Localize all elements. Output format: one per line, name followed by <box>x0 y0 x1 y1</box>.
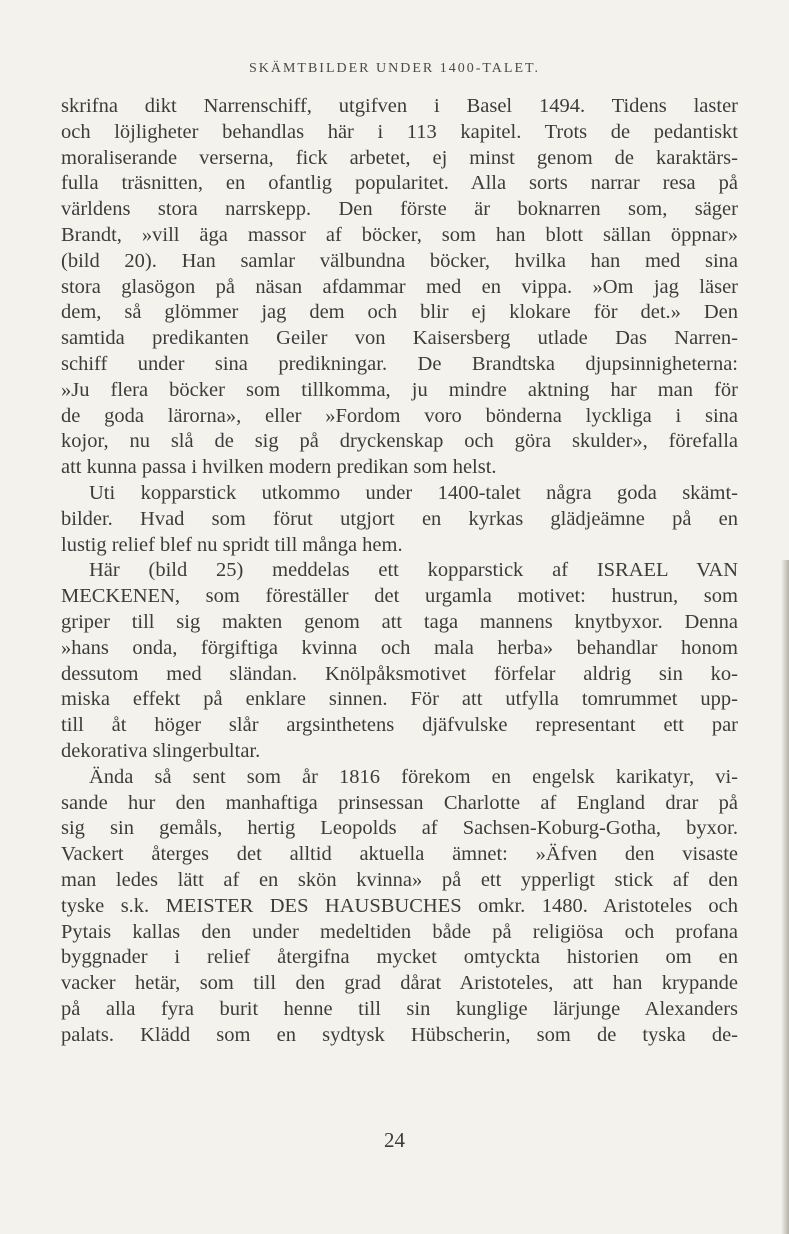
text-line: stora glasögon på näsan afdammar med en vippa. »Om jag läser <box>61 275 738 298</box>
text-line: Vackert återges det alltid aktuella ämnet: »Äfven den visaste <box>61 843 738 866</box>
text-line: till åt höger slår argsinthetens djäfvulske representant ett par <box>61 714 738 737</box>
text-line: moraliserande verserna, fick arbetet, ej minst genom de karaktärs- <box>61 146 738 169</box>
text-line: man ledes lätt af en skön kvinna» på ett ypperligt stick af den <box>61 868 738 891</box>
text-line: dekorativa slingerbultar. <box>61 739 261 762</box>
text-line: Uti kopparstick utkommo under 1400-talet några goda skämt- <box>89 481 738 504</box>
text-line: (bild 20). Han samlar välbundna böcker, hvilka han med sina <box>61 249 738 272</box>
text-line: palats. Klädd som en sydtysk Hübscherin, som de tyska de- <box>61 1023 738 1046</box>
text-line: samtida predikanten Geiler von Kaisersberg utlade Das Narren- <box>61 327 738 350</box>
text-line: griper till sig makten genom att taga mannens knytbyxor. Denna <box>61 610 738 633</box>
text-line: bilder. Hvad som förut utgjort en kyrkas glädjeämne på en <box>61 507 738 530</box>
running-head: SKÄMTBILDER UNDER 1400-TALET. <box>248 61 541 76</box>
text-line: Brandt, »vill äga massor af böcker, som han blott sällan öppnar» <box>61 223 738 246</box>
text-line: på alla fyra burit henne till sin kunglige lärjunge Alexanders <box>61 997 738 1020</box>
text-line: Pytais kallas den under medeltiden både på religiösa och profana <box>61 920 738 943</box>
page-number: 24 <box>384 1128 405 1152</box>
text-line: Här (bild 25) meddelas ett kopparstick af ISRAEL VAN <box>89 559 738 582</box>
text-line: dem, så glömmer jag dem och blir ej klokare för det.» Den <box>61 301 738 324</box>
text-line: byggnader i relief återgifna mycket omtyckta historien om en <box>61 946 738 969</box>
page-edge-shadow <box>781 560 789 1234</box>
text-line: skrifna dikt Narrenschiff, utgifven i Basel 1494. Tidens laster <box>61 95 738 117</box>
text-line: dessutom med sländan. Knölpåksmotivet förfelar aldrig sin ko- <box>61 662 738 685</box>
text-line: »hans onda, förgiftiga kvinna och mala herba» behandlar honom <box>61 636 738 659</box>
text-line: MECKENEN, som föreställer det urgamla motivet: hustrun, som <box>61 585 738 608</box>
text-line: världens stora narrskepp. Den förste är boknarren som, säger <box>61 198 738 221</box>
text-line: »Ju flera böcker som tillkomma, ju mindre aktning har man för <box>61 378 738 401</box>
text-line: sande hur den manhaftiga prinsessan Charlotte af England drar på <box>61 791 738 814</box>
text-line: de goda lärorna», eller »Fordom voro bönderna lyckliga i sina <box>61 404 738 427</box>
text-line: att kunna passa i hvilken modern predikan som helst. <box>61 456 497 479</box>
text-line: sig sin gemåls, hertig Leopolds af Sachsen-Koburg-Gotha, byxor. <box>61 817 738 840</box>
text-line: och löjligheter behandlas här i 113 kapitel. Trots de pedantiskt <box>61 120 738 143</box>
text-line: Ända så sent som år 1816 förekom en engelsk karikatyr, vi- <box>89 765 738 788</box>
text-line: miska effekt på enklare sinnen. För att utfylla tomrummet upp- <box>61 688 738 711</box>
text-line: kojor, nu slå de sig på dryckenskap och göra skulder», förefalla <box>61 430 738 453</box>
text-line: tyske s.k. MEISTER DES HAUSBUCHES omkr. 1480. Aristoteles och <box>61 894 738 917</box>
text-line: schiff under sina predikningar. De Brandtska djupsinnigheterna: <box>61 352 738 375</box>
text-line: lustig relief blef nu spridt till många hem. <box>61 533 403 556</box>
text-line: fulla träsnitten, en ofantlig popularitet. Alla sorts narrar resa på <box>61 172 738 195</box>
body-text <box>61 94 738 1048</box>
text-line: vacker hetär, som till den grad dårat Aristoteles, att han krypande <box>61 972 738 995</box>
